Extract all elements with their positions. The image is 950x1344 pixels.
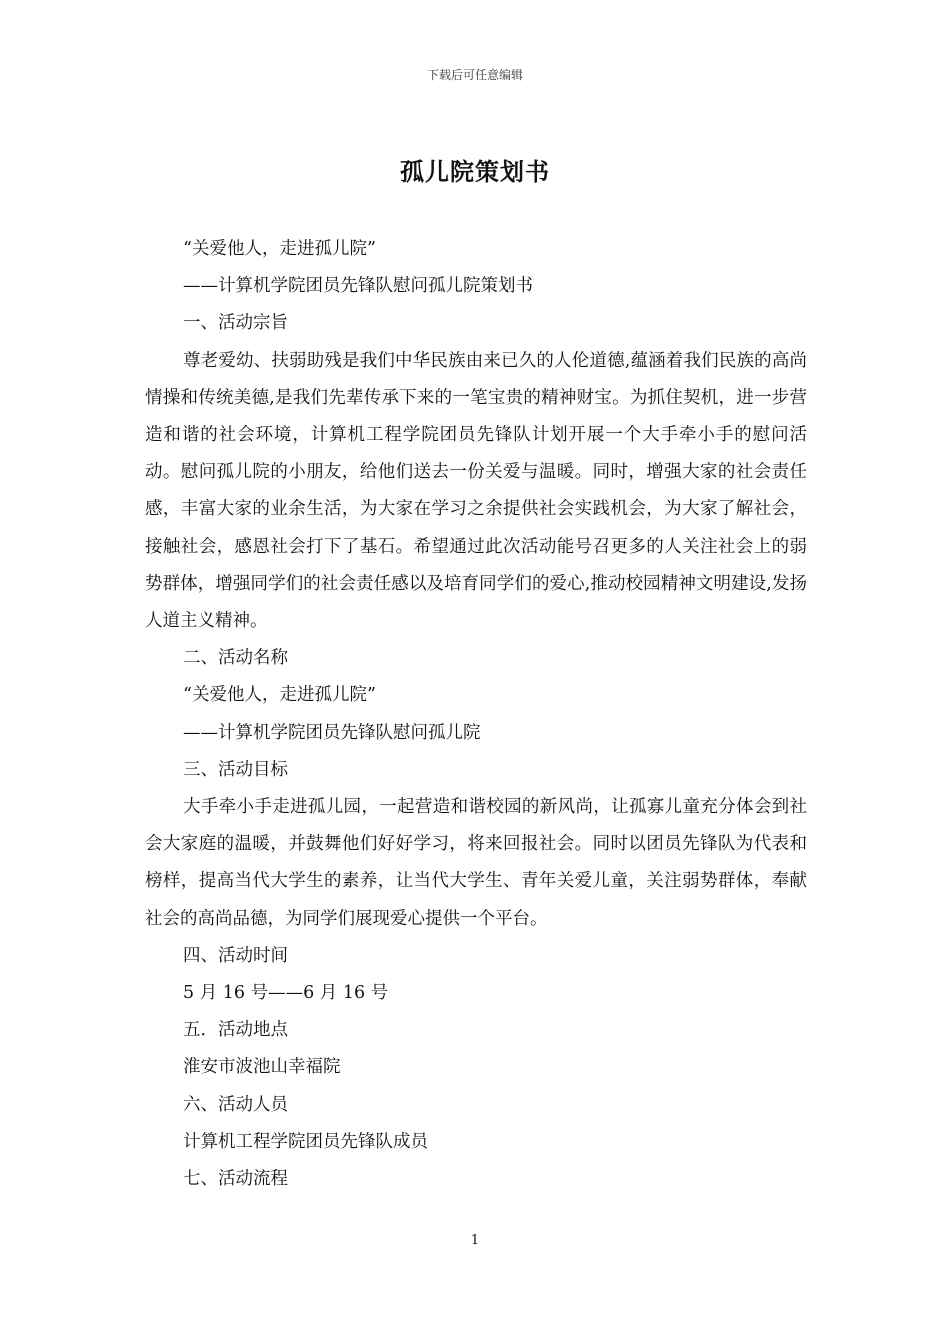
activity-personnel: 计算机工程学院团员先锋队成员 [183, 1131, 428, 1152]
document-body [145, 231, 807, 1198]
activity-time: 5 月 16 号——6 月 16 号 [183, 983, 389, 1004]
section-heading-process: 七、活动流程 [183, 1169, 288, 1190]
section-heading-personnel: 六、活动人员 [183, 1094, 288, 1115]
activity-location: 淮安市波池山幸福院 [183, 1057, 341, 1078]
section-heading-name: 二、活动名称 [183, 648, 288, 669]
section-heading-goal: 三、活动目标 [183, 759, 288, 780]
section-heading-location: 五．活动地点 [183, 1020, 288, 1041]
section-body-goal: 大手牵小手走进孤儿园，一起营造和谐校园的新风尚，让孤寡儿童充分体会到社会大家庭的温暖，并鼓舞他们好好学习，将来回报社会。同时以团员先锋队为代表和榜样，提高当代大学生的素养，让当代大学生、青年关爱儿童，关注弱势群体，奉献社会的高尚品德，为同学们展现爱心提供一个平台。 [145, 797, 807, 929]
section-body-purpose: 尊老爱幼、扶弱助残是我们中华民族由来已久的人伦道德,蕴涵着我们民族的高尚情操和传统美德,是我们先辈传承下来的一笔宝贵的精神财宝。为抓住契机，进一步营造和谐的社会环境，计算机工程学院团员先锋队计划开展一个大手牵小手的慰问活动。慰问孤儿院的小朋友，给他们送去一份关爱与温暖。同时，增强大家的社会责任感，丰富大家的业余生活，为大家在学习之余提供社会实践机会，为大家了解社会，接触社会，感恩社会打下了基石。希望通过此次活动能号召更多的人关注社会上的弱势群体，增强同学们的社会责任感以及培育同学们的爱心,推动校园精神文明建设,发扬人道主义精神。 [145, 350, 807, 632]
slogan: “关爱他人，走进孤儿院” [183, 239, 376, 259]
document-title: 孤儿院策划书 [400, 157, 550, 186]
page-number: 1 [470, 1233, 480, 1248]
activity-name-line2: ——计算机学院团员先锋队慰问孤儿院 [183, 722, 481, 743]
section-heading-purpose: 一、活动宗旨 [183, 313, 288, 334]
subtitle: ——计算机学院团员先锋队慰问孤儿院策划书 [183, 276, 533, 297]
section-heading-time: 四、活动时间 [183, 945, 288, 966]
activity-name-line1: “关爱他人，走进孤儿院” [183, 685, 376, 706]
header-note: 下载后可任意编辑 [426, 68, 523, 82]
